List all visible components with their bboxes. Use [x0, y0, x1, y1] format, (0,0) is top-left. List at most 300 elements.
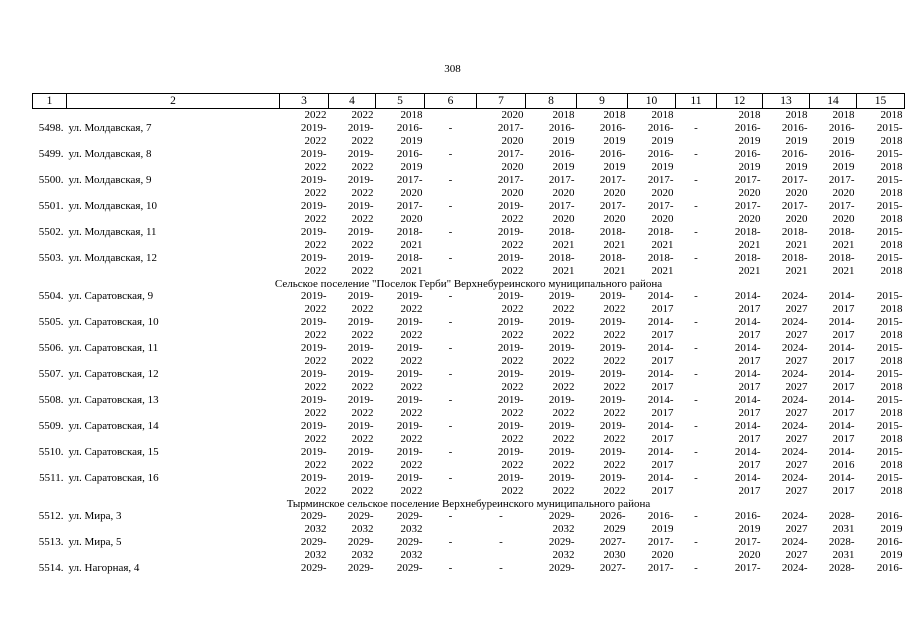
col10-cell: 2017- [647, 536, 674, 548]
col5-cell: 2020 [400, 187, 423, 199]
col14-cell: 2031 [832, 549, 855, 561]
col12-cell: 2017- [734, 562, 761, 574]
col9-cell: 2018- [599, 226, 626, 238]
row-number-cell [33, 161, 67, 174]
col3-cell: 2019- [300, 174, 327, 186]
col14-cell: 2018- [828, 226, 855, 238]
col8-cell: 2029- [548, 536, 575, 548]
column-header-15: 15 [857, 94, 905, 109]
col12-cell: 2014- [734, 368, 761, 380]
table-row [33, 290, 905, 303]
col7-cell: 2022 [501, 381, 524, 393]
col11-cell: - [694, 122, 698, 134]
col9-cell: 2016- [599, 122, 626, 134]
row-number-cell: 5509. [38, 420, 64, 432]
col11-cell [676, 161, 717, 174]
row-number-cell [33, 549, 67, 562]
col7-cell: 2019- [497, 342, 524, 354]
col13-cell: 2027 [785, 485, 808, 497]
col6-cell [425, 265, 477, 278]
address-cell [67, 303, 280, 316]
col15-cell: 2018 [880, 265, 903, 277]
row-number-cell: 5506. [38, 342, 64, 354]
col13-cell: 2017- [781, 200, 808, 212]
col12-cell: 2017 [738, 407, 761, 419]
col4-cell: 2022 [351, 135, 374, 147]
col6-cell [425, 459, 477, 472]
col14-cell: 2019 [832, 135, 855, 147]
col10-cell: 2020 [651, 187, 674, 199]
col9-cell: 2019- [599, 316, 626, 328]
table-row [33, 420, 905, 433]
col14-cell: 2014- [828, 368, 855, 380]
col10-cell: 2017 [651, 407, 674, 419]
address-cell [67, 213, 280, 226]
col4-cell: 2022 [351, 485, 374, 497]
col3-cell: 2019- [300, 420, 327, 432]
table-row [33, 174, 905, 187]
col13-cell: 2021 [785, 265, 808, 277]
col11-cell: - [694, 420, 698, 432]
col9-cell: 2022 [603, 433, 626, 445]
col5-cell: 2029- [396, 536, 423, 548]
row-number-cell [33, 355, 67, 368]
column-header-13: 13 [763, 94, 810, 109]
col14-cell: 2014- [828, 446, 855, 458]
col9-cell: 2021 [603, 265, 626, 277]
col4-cell: 2022 [351, 265, 374, 277]
col14-cell: 2016- [828, 122, 855, 134]
col8-cell: 2019- [548, 472, 575, 484]
col6-cell [425, 381, 477, 394]
col10-cell: 2014- [647, 446, 674, 458]
col6-cell [425, 213, 477, 226]
col14-cell: 2016- [828, 148, 855, 160]
col7-cell: - [499, 562, 503, 574]
col13-cell: 2027 [785, 523, 808, 535]
col4-cell: 2032 [351, 523, 374, 535]
address-cell: ул. Молдавская, 10 [68, 200, 157, 212]
col13-cell: 2027 [785, 433, 808, 445]
address-cell [67, 355, 280, 368]
col10-cell: 2014- [647, 342, 674, 354]
col9-cell: 2022 [603, 459, 626, 471]
col13-cell: 2024- [781, 368, 808, 380]
table-row [33, 122, 905, 135]
col15-cell: 2015- [876, 316, 903, 328]
col15-cell: 2019 [880, 549, 903, 561]
col6-cell [425, 135, 477, 148]
col8-cell: 2022 [552, 485, 575, 497]
col4-cell: 2019- [347, 226, 374, 238]
col7-cell: 2020 [501, 187, 524, 199]
col3-cell: 2029- [300, 562, 327, 574]
table-row [33, 472, 905, 485]
col15-cell: 2015- [876, 420, 903, 432]
col6-cell: - [448, 174, 453, 186]
row-number-cell [33, 303, 67, 316]
address-cell: ул. Саратовская, 14 [68, 420, 159, 432]
col8-cell: 2020 [552, 213, 575, 225]
table-row [33, 226, 905, 239]
col9-cell: 2026- [599, 510, 626, 522]
address-cell: ул. Молдавская, 12 [68, 252, 157, 264]
col3-cell: 2022 [304, 459, 327, 471]
col5-cell: 2019 [400, 161, 423, 173]
row-number-cell: 5508. [38, 394, 64, 406]
col12-cell: 2014- [734, 420, 761, 432]
col15-cell: 2015- [876, 174, 903, 186]
col12-cell: 2020 [738, 187, 761, 199]
table-row [33, 355, 905, 368]
section-heading-row [33, 278, 905, 290]
col12-cell: 2020 [738, 549, 761, 561]
section-heading: Тырминское сельское поселение Верхнебуреинского муниципального района [286, 498, 651, 510]
col9-cell: 2019- [599, 420, 626, 432]
row-number-cell [33, 381, 67, 394]
col11-cell: - [694, 536, 698, 548]
col5-cell: 2022 [400, 381, 423, 393]
col8-cell: 2019- [548, 290, 575, 302]
table-row [33, 213, 905, 226]
col6-cell: - [448, 562, 453, 574]
col14-cell: 2017 [832, 381, 855, 393]
column-header-9: 9 [577, 94, 628, 109]
col14-cell: 2017 [832, 329, 855, 341]
address-cell [67, 135, 280, 148]
col6-cell [425, 187, 477, 200]
address-cell: ул. Саратовская, 15 [68, 446, 159, 458]
column-header-7: 7 [477, 94, 526, 109]
col12-cell: 2017 [738, 485, 761, 497]
col7-cell: 2019- [497, 446, 524, 458]
col13-cell: 2024- [781, 394, 808, 406]
address-cell [67, 459, 280, 472]
register-table [32, 93, 905, 575]
col9-cell: 2018 [603, 109, 626, 121]
col5-cell: 2032 [400, 523, 423, 535]
col5-cell: 2019 [400, 135, 423, 147]
col11-cell: - [694, 226, 698, 238]
col5-cell: 2016- [396, 122, 423, 134]
col12-cell: 2020 [738, 213, 761, 225]
col9-cell: 2019- [599, 446, 626, 458]
col5-cell: 2019- [396, 342, 423, 354]
col3-cell: 2022 [304, 187, 327, 199]
col6-cell: - [448, 200, 453, 212]
col3-cell: 2022 [304, 381, 327, 393]
col5-cell: 2018- [396, 226, 423, 238]
col13-cell: 2020 [785, 213, 808, 225]
col13-cell: 2020 [785, 187, 808, 199]
col9-cell: 2021 [603, 239, 626, 251]
col3-cell: 2019- [300, 290, 327, 302]
column-header-5: 5 [376, 94, 425, 109]
table-row [33, 200, 905, 213]
col11-cell: - [694, 446, 698, 458]
col12-cell: 2014- [734, 394, 761, 406]
col7-cell: 2022 [501, 265, 524, 277]
address-cell [67, 109, 280, 123]
col3-cell: 2022 [304, 407, 327, 419]
col4-cell: 2019- [347, 290, 374, 302]
col9-cell: 2016- [599, 148, 626, 160]
col15-cell: 2016- [876, 536, 903, 548]
address-cell [67, 433, 280, 446]
col14-cell: 2014- [828, 290, 855, 302]
col13-cell: 2019 [785, 161, 808, 173]
col15-cell: 2018 [880, 303, 903, 315]
table-row [33, 135, 905, 148]
col3-cell: 2022 [304, 265, 327, 277]
row-number-cell: 5514. [38, 562, 64, 574]
col9-cell: 2022 [603, 329, 626, 341]
col15-cell: 2018 [880, 485, 903, 497]
col4-cell: 2029- [347, 536, 374, 548]
col12-cell: 2019 [738, 523, 761, 535]
row-number-cell: 5499. [38, 148, 64, 160]
address-cell: ул. Молдавская, 11 [68, 226, 157, 238]
address-cell [67, 329, 280, 342]
col13-cell: 2017- [781, 174, 808, 186]
col10-cell: 2017 [651, 433, 674, 445]
col10-cell: 2016- [647, 510, 674, 522]
col8-cell: 2019- [548, 420, 575, 432]
col11-cell [676, 187, 717, 200]
col10-cell: 2014- [647, 368, 674, 380]
address-cell: ул. Саратовская, 13 [68, 394, 159, 406]
table-row [33, 394, 905, 407]
col12-cell: 2018 [738, 109, 761, 121]
col14-cell: 2017 [832, 407, 855, 419]
col10-cell: 2017 [651, 381, 674, 393]
col15-cell: 2018 [880, 329, 903, 341]
col6-cell: - [448, 316, 453, 328]
col7-cell: 2019- [497, 252, 524, 264]
col6-cell [425, 109, 477, 123]
col8-cell: 2016- [548, 148, 575, 160]
col3-cell: 2022 [304, 239, 327, 251]
col3-cell: 2029- [300, 536, 327, 548]
col15-cell: 2018 [880, 135, 903, 147]
table-row [33, 459, 905, 472]
row-number-cell [33, 523, 67, 536]
col5-cell: 2019- [396, 368, 423, 380]
col3-cell: 2019- [300, 122, 327, 134]
col9-cell: 2020 [603, 187, 626, 199]
col11-cell [676, 381, 717, 394]
col6-cell: - [448, 226, 453, 238]
col13-cell: 2027 [785, 459, 808, 471]
col6-cell [425, 239, 477, 252]
col9-cell: 2022 [603, 485, 626, 497]
col15-cell: 2015- [876, 122, 903, 134]
section-heading-row [33, 498, 905, 510]
col6-cell [425, 433, 477, 446]
col4-cell: 2019- [347, 122, 374, 134]
row-number-cell: 5504. [38, 290, 64, 302]
col7-cell: 2019- [497, 472, 524, 484]
col9-cell: 2019- [599, 342, 626, 354]
col10-cell: 2019 [651, 161, 674, 173]
col8-cell: 2022 [552, 303, 575, 315]
section-heading: Сельское поселение "Поселок Герби" Верхнебуреинского муниципального района [274, 278, 663, 290]
col12-cell: 2016- [734, 148, 761, 160]
col12-cell: 2021 [738, 239, 761, 251]
col8-cell: 2016- [548, 122, 575, 134]
col12-cell: 2019 [738, 135, 761, 147]
col4-cell: 2022 [351, 381, 374, 393]
col9-cell: 2018- [599, 252, 626, 264]
col10-cell: 2014- [647, 420, 674, 432]
col11-cell: - [694, 200, 698, 212]
row-number-cell: 5498. [38, 122, 64, 134]
col10-cell: 2017 [651, 485, 674, 497]
col14-cell: 2028- [828, 510, 855, 522]
col5-cell: 2022 [400, 459, 423, 471]
col13-cell: 2021 [785, 239, 808, 251]
address-cell [67, 161, 280, 174]
col4-cell: 2019- [347, 174, 374, 186]
col4-cell: 2029- [347, 562, 374, 574]
col13-cell: 2024- [781, 510, 808, 522]
col13-cell: 2024- [781, 536, 808, 548]
col15-cell: 2018 [880, 459, 903, 471]
col7-cell: 2020 [501, 161, 524, 173]
col13-cell: 2027 [785, 381, 808, 393]
col15-cell: 2015- [876, 200, 903, 212]
col15-cell: 2015- [876, 472, 903, 484]
col13-cell: 2027 [785, 329, 808, 341]
col12-cell: 2018- [734, 252, 761, 264]
col6-cell [425, 329, 477, 342]
col6-cell: - [448, 446, 453, 458]
col4-cell: 2022 [351, 303, 374, 315]
col11-cell [676, 109, 717, 123]
col15-cell: 2015- [876, 394, 903, 406]
col15-cell: 2018 [880, 381, 903, 393]
col13-cell: 2024- [781, 342, 808, 354]
col15-cell: 2015- [876, 368, 903, 380]
col4-cell: 2019- [347, 446, 374, 458]
table-row [33, 265, 905, 278]
col12-cell: 2017 [738, 459, 761, 471]
col14-cell: 2017- [828, 174, 855, 186]
address-cell: ул. Саратовская, 9 [68, 290, 154, 302]
address-cell: ул. Мира, 3 [68, 510, 122, 522]
col13-cell: 2024- [781, 562, 808, 574]
col5-cell: 2021 [400, 265, 423, 277]
col3-cell: 2022 [304, 329, 327, 341]
col8-cell: 2018 [552, 109, 575, 121]
col12-cell: 2017- [734, 536, 761, 548]
col3-cell: 2022 [304, 109, 327, 121]
row-number-cell [33, 407, 67, 420]
col13-cell: 2024- [781, 472, 808, 484]
col3-cell: 2019- [300, 226, 327, 238]
address-cell [67, 485, 280, 498]
column-header-12: 12 [717, 94, 763, 109]
col10-cell: 2021 [651, 239, 674, 251]
col11-cell: - [694, 252, 698, 264]
row-number-cell: 5513. [38, 536, 64, 548]
col14-cell: 2031 [832, 523, 855, 535]
col3-cell: 2019- [300, 446, 327, 458]
col13-cell: 2018 [785, 109, 808, 121]
col4-cell: 2029- [347, 510, 374, 522]
col14-cell: 2018 [832, 109, 855, 121]
col14-cell: 2014- [828, 472, 855, 484]
col10-cell: 2017- [647, 562, 674, 574]
col3-cell: 2022 [304, 161, 327, 173]
col13-cell: 2024- [781, 420, 808, 432]
col6-cell: - [448, 122, 453, 134]
col12-cell: 2014- [734, 290, 761, 302]
col9-cell: 2019- [599, 394, 626, 406]
col8-cell: 2019 [552, 161, 575, 173]
col6-cell: - [448, 148, 453, 160]
col5-cell: 2018- [396, 252, 423, 264]
col14-cell: 2021 [832, 239, 855, 251]
col9-cell: 2022 [603, 303, 626, 315]
col3-cell: 2032 [304, 549, 327, 561]
col7-cell: 2019- [497, 290, 524, 302]
col13-cell: 2024- [781, 316, 808, 328]
col15-cell: 2018 [880, 187, 903, 199]
col5-cell: 2020 [400, 213, 423, 225]
col3-cell: 2022 [304, 303, 327, 315]
col14-cell: 2021 [832, 265, 855, 277]
col7-cell: 2020 [501, 135, 524, 147]
col7-cell: - [499, 536, 503, 548]
col11-cell [676, 239, 717, 252]
col4-cell: 2022 [351, 187, 374, 199]
col14-cell: 2014- [828, 342, 855, 354]
col8-cell: 2017- [548, 200, 575, 212]
col6-cell: - [448, 510, 453, 522]
col6-cell: - [448, 472, 453, 484]
col14-cell: 2020 [832, 187, 855, 199]
col9-cell: 2017- [599, 174, 626, 186]
col6-cell: - [448, 420, 453, 432]
col10-cell: 2017 [651, 303, 674, 315]
address-cell [67, 523, 280, 536]
row-number-cell [33, 135, 67, 148]
col15-cell: 2018 [880, 109, 903, 121]
row-number-cell [33, 265, 67, 278]
row-number-cell [33, 109, 67, 123]
address-cell: ул. Саратовская, 11 [68, 342, 159, 354]
row-number-cell [33, 485, 67, 498]
address-cell: ул. Саратовская, 16 [68, 472, 159, 484]
col7-cell: 2019- [497, 368, 524, 380]
address-cell: ул. Саратовская, 10 [68, 316, 159, 328]
col11-cell [676, 523, 717, 536]
col14-cell: 2017 [832, 303, 855, 315]
col3-cell: 2019- [300, 472, 327, 484]
col7-cell: 2022 [501, 407, 524, 419]
col11-cell [676, 433, 717, 446]
col8-cell: 2022 [552, 381, 575, 393]
col6-cell [425, 161, 477, 174]
col9-cell: 2029 [603, 523, 626, 535]
col11-cell: - [694, 472, 698, 484]
column-header-8: 8 [526, 94, 577, 109]
col11-cell [676, 485, 717, 498]
col7-cell: 2022 [501, 485, 524, 497]
col14-cell: 2018- [828, 252, 855, 264]
col5-cell: 2019- [396, 420, 423, 432]
